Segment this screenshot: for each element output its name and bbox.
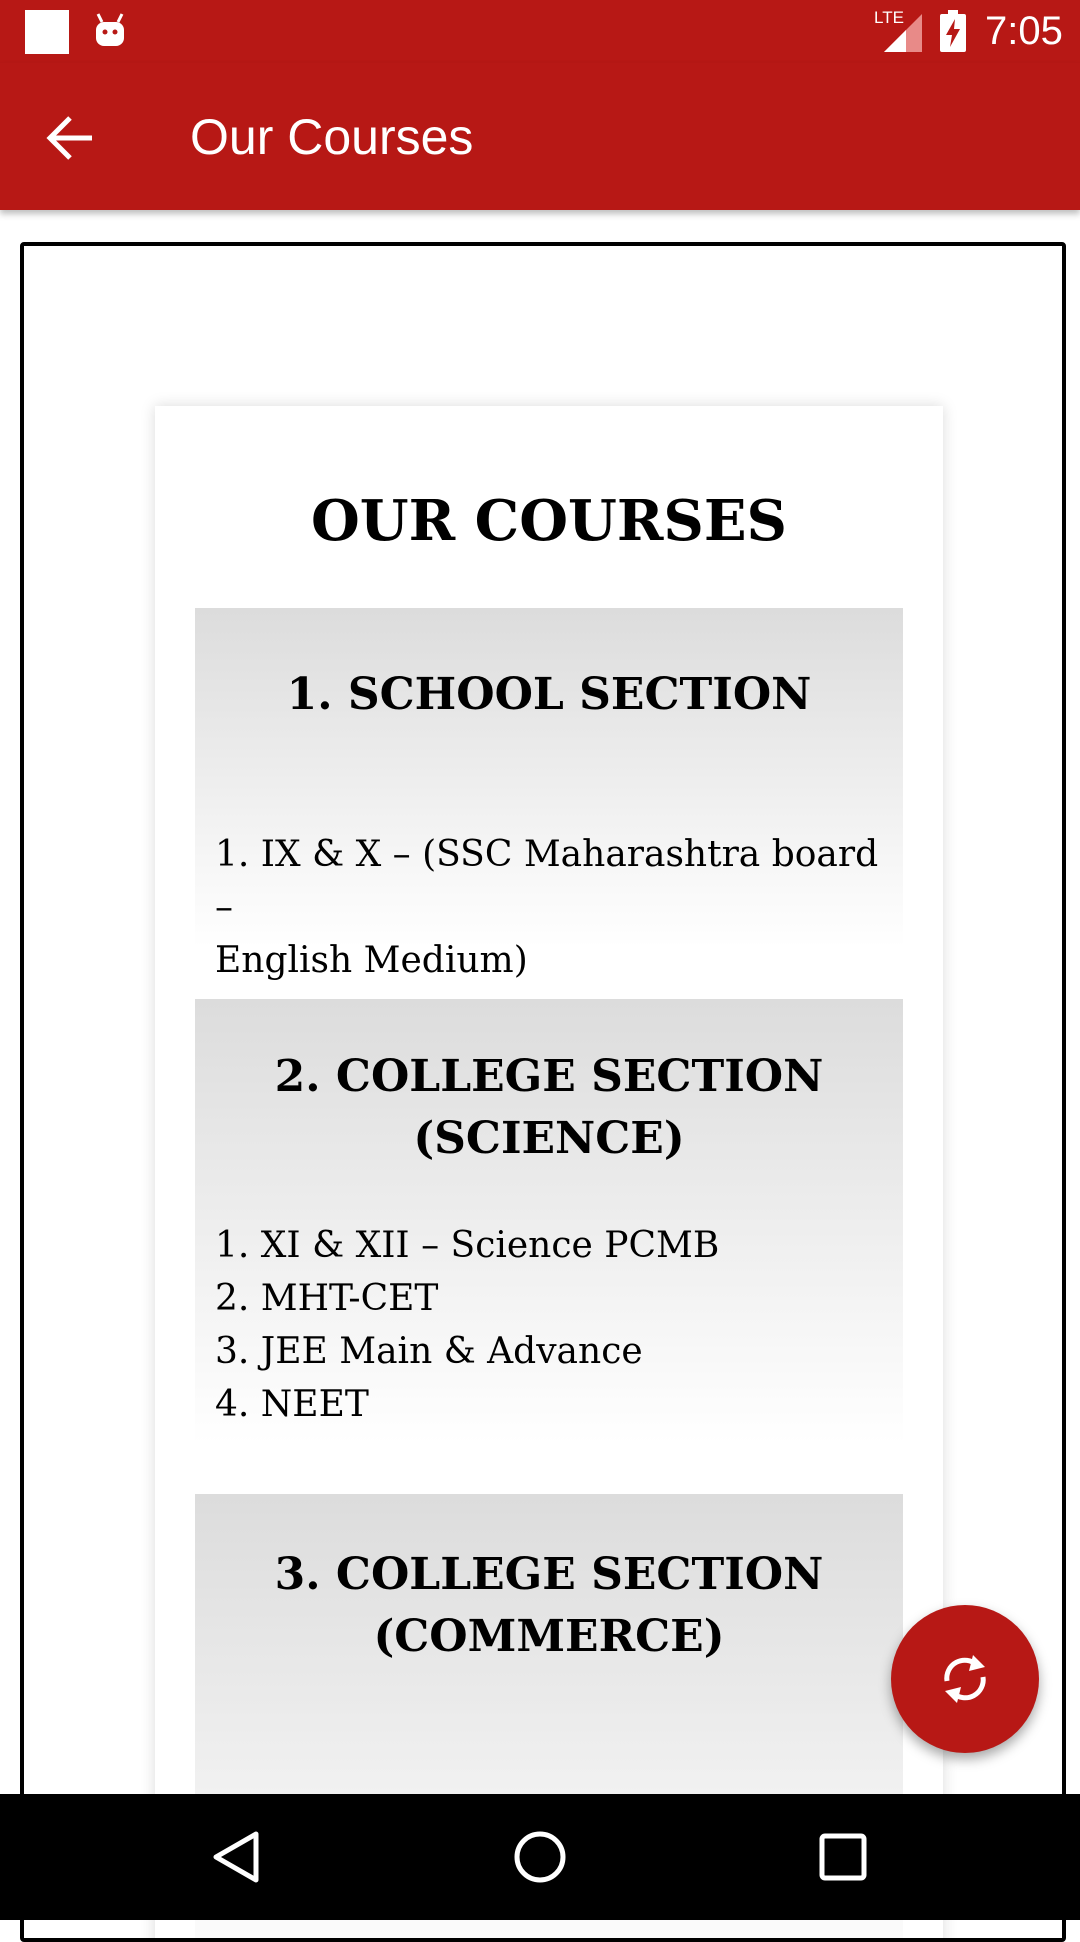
arrow-left-icon [46,115,96,161]
back-button[interactable] [30,101,116,175]
course-item: 4. NEET [215,1384,369,1425]
refresh-button[interactable] [891,1605,1039,1753]
circle-home-icon [495,1812,585,1902]
section-title: 1. SCHOOL SECTION [286,669,812,720]
app-title: Our Courses [190,109,474,165]
school-section [195,608,903,981]
course-list [215,1219,883,1431]
course-item: 3. JEE Main & Advance [215,1331,643,1372]
course-item: 2. MHT-CET [215,1278,439,1319]
nav-back-button[interactable] [192,1812,282,1902]
section-title-line: 3. COLLEGE SECTION [274,1549,824,1600]
section-title: 2. COLLEGE SECTION (SCIENCE) [274,1051,824,1164]
status-bar [0,0,1080,63]
page-heading: OUR COURSES [311,488,787,554]
course-item: 1. IX & X – (SSC Maharashtra board – [215,834,879,928]
app-bar [0,63,1080,210]
nav-home-button[interactable] [495,1812,585,1902]
courses-card [155,406,943,1942]
triangle-back-icon [192,1812,282,1902]
notification-square-icon [25,10,69,54]
square-recents-icon [798,1812,888,1902]
navigation-bar [0,1794,1080,1920]
battery-charging-icon [940,10,966,52]
course-list [215,828,883,987]
course-item: 1. XI & XII – Science PCMB [215,1225,720,1266]
section-title [195,1494,903,1668]
android-notification-icon [94,12,126,48]
college-science-section [195,999,903,1444]
refresh-icon [937,1651,993,1707]
nav-recents-button[interactable] [798,1812,888,1902]
section-title-line: (COMMERCE) [373,1611,725,1662]
status-time: 7:05 [985,9,1063,53]
signal-icon [876,10,922,52]
course-item: English Medium) [215,940,528,981]
network-type-label: LTE [874,8,904,27]
